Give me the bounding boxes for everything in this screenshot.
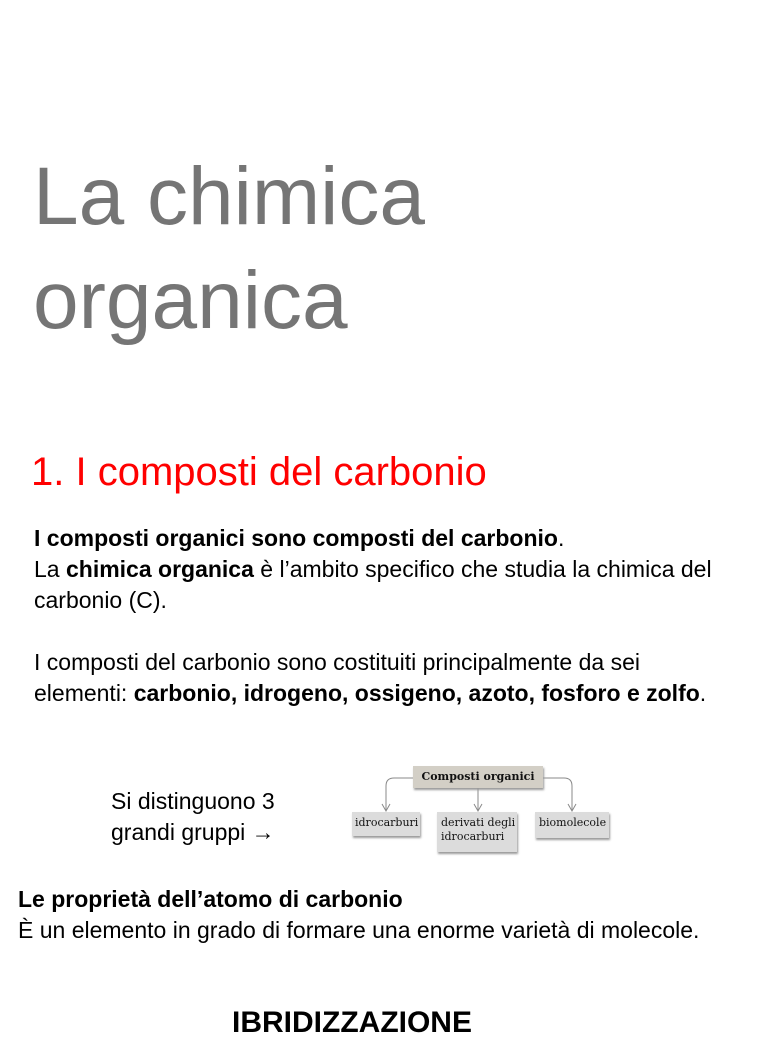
- groups-line-1: Si distinguono 3: [111, 788, 275, 814]
- groups-caption: [111, 786, 275, 848]
- diagram-box-derivati: [437, 812, 517, 852]
- page-title: [33, 145, 425, 353]
- carbon-properties-text: È un elemento in grado di formare una enorme varietà di molecole.: [18, 917, 700, 943]
- diagram-box-derivati-line2: idrocarburi: [441, 830, 505, 843]
- organic-compounds-diagram: [350, 764, 614, 860]
- intro-period: .: [557, 525, 565, 551]
- elements-paragraph: [34, 647, 734, 709]
- diagram-root-box: Composti organici: [413, 766, 543, 788]
- elements-end: .: [699, 680, 707, 706]
- title-line-2: organica: [33, 255, 348, 346]
- carbon-properties-heading: Le proprietà dell’atomo di carbonio: [18, 886, 403, 912]
- groups-line-2: grandi gruppi →: [111, 819, 275, 845]
- elements-text: I composti del carbonio sono costituiti principalmente da sei elementi:: [34, 649, 640, 706]
- connector-right: [543, 778, 572, 810]
- connector-left: [386, 778, 413, 810]
- hybridization-heading: IBRIDIZZAZIONE: [232, 1006, 472, 1039]
- section-heading: 1. I composti del carbonio: [31, 450, 487, 494]
- diagram-box-idrocarburi: idrocarburi: [352, 812, 420, 836]
- elements-list: carbonio, idrogeno, ossigeno, azoto, fosforo e zolfo: [133, 680, 700, 706]
- intro-bold-statement: I composti organici sono composti del carbonio: [34, 525, 558, 551]
- title-line-1: La chimica: [33, 151, 425, 242]
- intro-paragraph: [34, 523, 768, 616]
- intro-la: La: [34, 556, 66, 582]
- intro-rest: è l’ambito specifico che studia la chimica del carbonio (C).: [34, 556, 712, 613]
- diagram-box-biomolecole: biomolecole: [535, 812, 609, 838]
- intro-bold-term: chimica organica: [65, 556, 254, 582]
- diagram-box-derivati-line1: derivati degli: [441, 816, 516, 829]
